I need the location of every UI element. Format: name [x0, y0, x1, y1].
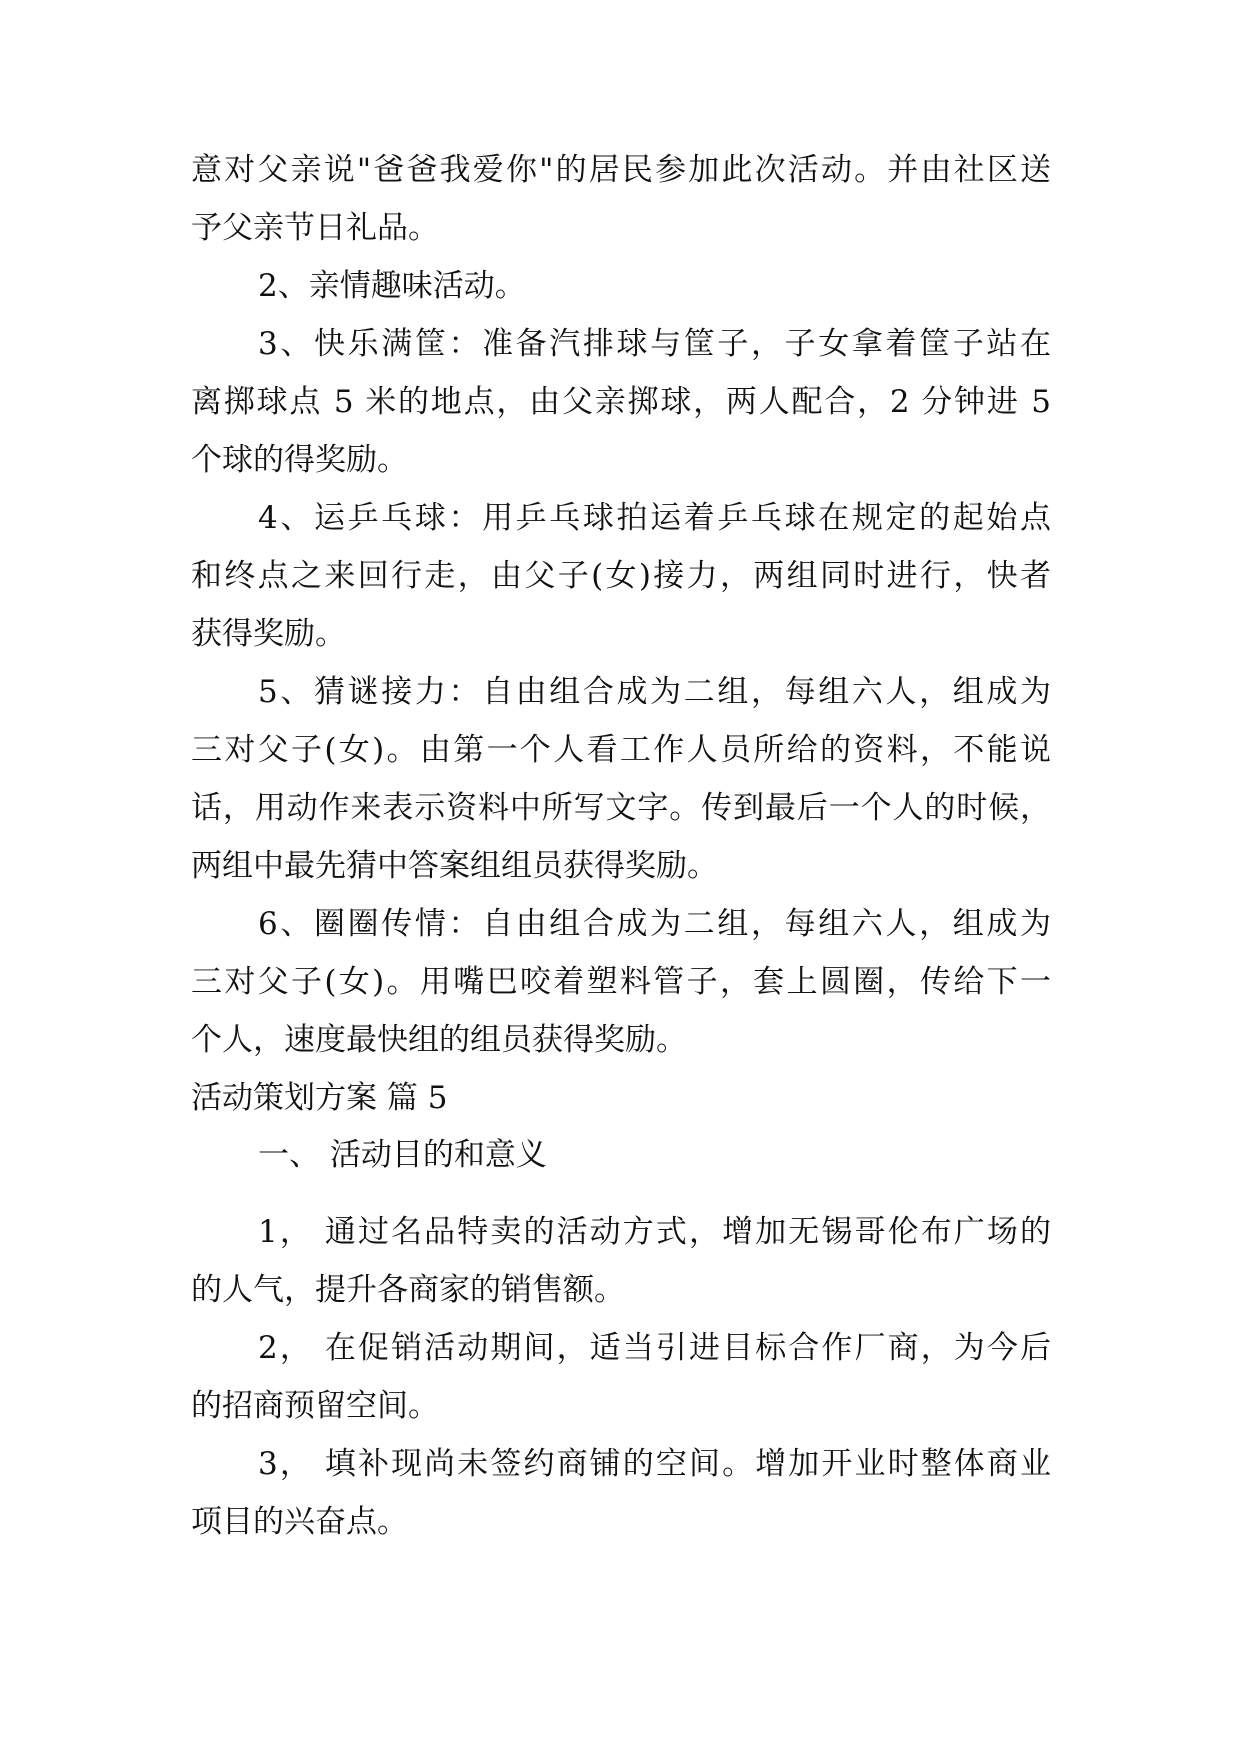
text-line: 意对父亲说"爸爸我爱你"的居民参加此次活动。并由社区送 — [191, 152, 1051, 188]
list-item-heading: 2、亲情趣味活动。 — [258, 268, 526, 304]
text-line: 三对父子(女)。由第一个人看工作人员所给的资料，不能说 — [191, 732, 1051, 768]
list-item-line: 1， 通过名品特卖的活动方式，增加无锡哥伦布广场的 — [258, 1214, 1051, 1250]
text-line: 和终点之来回行走，由父子(女)接力，两组同时进行，快者 — [191, 558, 1051, 594]
text-line: 离掷球点 5 米的地点，由父亲掷球，两人配合，2 分钟进 5 — [191, 384, 1051, 420]
list-item-line: 2， 在促销活动期间，适当引进目标合作厂商，为今后 — [258, 1330, 1051, 1366]
section-heading: 活动策划方案 篇 5 — [191, 1080, 448, 1116]
list-item-line: 3， 填补现尚未签约商铺的空间。增加开业时整体商业 — [258, 1446, 1051, 1482]
text-line: 获得奖励。 — [191, 616, 346, 652]
text-line: 个球的得奖励。 — [191, 442, 408, 478]
list-item-line: 5、猜谜接力：自由组合成为二组，每组六人，组成为 — [258, 674, 1051, 710]
text-line: 项目的兴奋点。 — [191, 1504, 408, 1540]
text-line: 两组中最先猜中答案组组员获得奖励。 — [191, 848, 718, 884]
text-line: 个人，速度最快组的组员获得奖励。 — [191, 1022, 687, 1058]
list-item-line: 4、运乒乓球：用乒乓球拍运着乒乓球在规定的起始点 — [258, 500, 1051, 536]
list-item-line: 3、快乐满筐：准备汽排球与筐子，子女拿着筐子站在 — [258, 326, 1051, 362]
subsection-heading: 一、 活动目的和意义 — [258, 1137, 547, 1173]
text-line: 三对父子(女)。用嘴巴咬着塑料管子，套上圆圈，传给下一 — [191, 964, 1051, 1000]
list-item-line: 6、圈圈传情：自由组合成为二组，每组六人，组成为 — [258, 906, 1051, 942]
text-line: 的人气，提升各商家的销售额。 — [191, 1272, 625, 1308]
text-line: 予父亲节日礼品。 — [191, 210, 439, 246]
text-line: 话，用动作来表示资料中所写文字。传到最后一个人的时候， — [191, 790, 1051, 826]
text-line: 的招商预留空间。 — [191, 1388, 439, 1424]
